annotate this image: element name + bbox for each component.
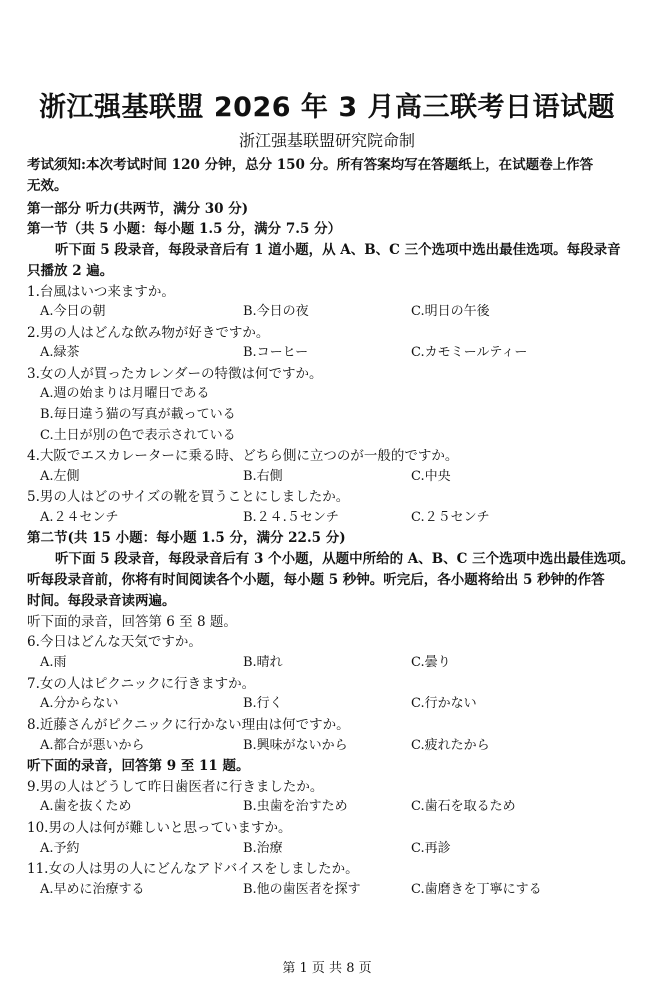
- notice-line-2: 无效。: [27, 178, 68, 194]
- section2-instruction-1: 听下面 5 段录音，每段录音后有 3 个小题，从题中所给的 A、B、C 三个选项中选出最佳选项。: [55, 551, 635, 567]
- q8-option-c: C.疲れたから: [411, 738, 490, 753]
- q1-option-b: B.今日の夜: [243, 304, 309, 319]
- q8-option-a: A.都合が悪いから: [40, 738, 145, 753]
- q10-option-c: C.再診: [411, 841, 451, 856]
- q1-option-c: C.明日の午後: [411, 304, 490, 319]
- section1-heading: 第一节（共 5 小题：每小题 1.5 分，满分 7.5 分）: [27, 221, 342, 237]
- question-2: 2.男の人はどんな飲み物が好きですか。: [27, 325, 270, 341]
- q11-option-a: A.早めに治療する: [40, 882, 145, 897]
- exam-title: 浙江强基联盟 2026 年 3 月高三联考日语试题: [38, 92, 616, 123]
- question-4: 4.大阪でエスカレーターに乗る時、どちら側に立つのが一般的ですか。: [27, 448, 459, 464]
- q3-option-b: B.毎日違う猫の写真が載っている: [40, 407, 236, 422]
- section2-instruction-2: 听每段录音前，你将有时间阅读各个小题，每小题 5 秒钟。听完后，各小题将给出 5 秒钟的作答: [27, 572, 605, 588]
- group-heading-9-11: 听下面的录音，回答第 9 至 11 题。: [27, 758, 250, 774]
- question-11: 11.女の人は男の人にどんなアドバイスをしましたか。: [27, 861, 359, 877]
- question-3: 3.女の人が買ったカレンダーの特徴は何ですか。: [27, 366, 323, 382]
- q2-option-c: C.カモミールティー: [411, 345, 528, 360]
- section2-instruction-3: 时间。每段录音读两遍。: [27, 593, 176, 609]
- q11-option-c: C.歯磨きを丁寧にする: [411, 882, 542, 897]
- q11-option-b: B.他の歯医者を探す: [243, 882, 361, 897]
- q7-option-a: A.分からない: [40, 696, 119, 711]
- group-heading-6-8: 听下面的录音，回答第 6 至 8 题。: [27, 614, 237, 630]
- section1-instruction-1: 听下面 5 段录音，每段录音后有 1 道小题，从 A、B、C 三个选项中选出最佳选项。每段录音: [55, 242, 621, 258]
- q7-option-b: B.行く: [243, 696, 283, 711]
- q3-option-a: A.週の始まりは月曜日である: [40, 386, 210, 401]
- q6-option-a: A.雨: [40, 655, 67, 670]
- q7-option-c: C.行かない: [411, 696, 477, 711]
- q6-option-b: B.晴れ: [243, 655, 283, 670]
- q2-option-b: B.コーヒー: [243, 345, 309, 360]
- section1-instruction-2: 只播放 2 遍。: [27, 263, 114, 279]
- q4-option-a: A.左側: [40, 469, 80, 484]
- q8-option-b: B.興味がないから: [243, 738, 348, 753]
- q6-option-c: C.曇り: [411, 655, 451, 670]
- part1-heading: 第一部分 听力(共两节，满分 30 分): [27, 201, 249, 217]
- q5-option-c: C.２５センチ: [411, 510, 490, 525]
- question-6: 6.今日はどんな天気ですか。: [27, 634, 202, 650]
- notice-line-1: 考试须知:本次考试时间 120 分钟，总分 150 分。所有答案均写在答题纸上，在试题卷上作答: [27, 157, 594, 173]
- question-8: 8.近藤さんがピクニックに行かない理由は何ですか。: [27, 717, 350, 733]
- question-9: 9.男の人はどうして昨日歯医者に行きましたか。: [27, 779, 324, 795]
- q4-option-c: C.中央: [411, 469, 451, 484]
- q9-option-c: C.歯石を取るため: [411, 799, 516, 814]
- q3-option-c: C.土日が別の色で表示されている: [40, 428, 236, 443]
- section2-heading: 第二节(共 15 小题：每小题 1.5 分，满分 22.5 分): [27, 530, 346, 546]
- question-1: 1.台風はいつ来ますか。: [27, 284, 175, 300]
- q5-option-a: A.２４センチ: [40, 510, 119, 525]
- question-10: 10.男の人は何が難しいと思っていますか。: [27, 820, 292, 836]
- page-footer: 第 1 页 共 8 页: [282, 961, 372, 976]
- q9-option-b: B.虫歯を治すため: [243, 799, 348, 814]
- question-5: 5.男の人はどのサイズの靴を買うことにしましたか。: [27, 489, 350, 505]
- q5-option-b: B.２４.５センチ: [243, 510, 339, 525]
- q4-option-b: B.右側: [243, 469, 283, 484]
- q10-option-a: A.予約: [40, 841, 80, 856]
- q9-option-a: A.歯を抜くため: [40, 799, 132, 814]
- exam-subtitle: 浙江强基联盟研究院命制: [238, 131, 415, 150]
- q1-option-a: A.今日の朝: [40, 304, 106, 319]
- question-7: 7.女の人はピクニックに行きますか。: [27, 676, 256, 692]
- q2-option-a: A.緑茶: [40, 345, 80, 360]
- q10-option-b: B.治療: [243, 841, 283, 856]
